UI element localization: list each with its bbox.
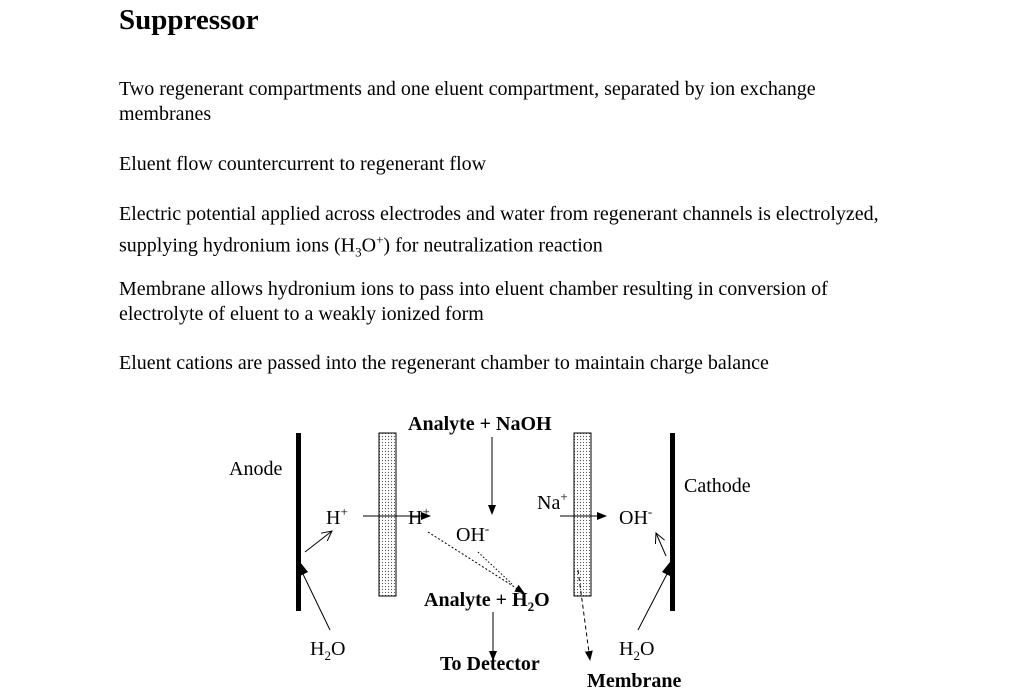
h-ion-eluent-text: H — [408, 507, 423, 529]
paragraph-membrane: Membrane allows hydronium ions to pass into eluent chamber resulting in conversion of electrolyte of eluent to a weakly ionized form — [119, 278, 828, 325]
to-detector-label: To Detector — [440, 653, 540, 675]
water-cathode-subscript: 2 — [633, 648, 640, 663]
h-ion-eluent-charge: + — [422, 504, 430, 519]
h-ion-anode-charge: + — [340, 504, 348, 519]
p3-subscript: 3 — [355, 244, 362, 260]
oh-ion-cathode-text: OH — [619, 507, 648, 529]
h-ion-anode-text: H — [326, 507, 341, 529]
anode-label: Anode — [229, 458, 283, 480]
h-ion-eluent-label — [408, 504, 430, 529]
cathode-arrowhead — [662, 562, 670, 576]
oh-ion-cathode-label — [619, 504, 652, 529]
anode-h-arrow — [305, 531, 332, 552]
cathode-electrode — [670, 433, 675, 611]
cathode-water-line — [638, 572, 668, 630]
hydroxide-dotted-line — [478, 552, 512, 584]
paragraph-flow: Eluent flow countercurrent to regenerant flow — [119, 153, 487, 175]
cathode-oh-arrow — [656, 533, 666, 556]
water-anode-text-end: O — [330, 638, 346, 660]
water-anode-text: H — [310, 638, 325, 660]
product-subscript: 2 — [527, 599, 535, 614]
anode-arrowhead — [300, 562, 308, 576]
na-ion-label — [537, 489, 568, 514]
h-ion-anode-label — [326, 504, 348, 529]
na-ion-text: Na — [537, 492, 561, 514]
p3-text-after: ) for neutralization reaction — [383, 234, 603, 257]
na-ion-charge: + — [560, 489, 568, 504]
p3-text-before: Electric potential applied across electrodes and water from regenerant channels is electrolyzed, supplying hydronium ions (H — [119, 203, 879, 257]
paragraph-charge-balance: Eluent cations are passed into the regenerant chamber to maintain charge balance — [119, 352, 769, 374]
inlet-label: Analyte + NaOH — [408, 413, 552, 435]
water-cathode-text-end: O — [639, 638, 655, 660]
water-anode-label — [310, 638, 345, 663]
oh-ion-eluent-label — [456, 521, 489, 546]
product-label — [424, 589, 550, 614]
page-title: Suppressor — [119, 4, 259, 36]
anode-water-line — [302, 572, 330, 630]
anode-electrode — [296, 433, 301, 611]
paragraph-compartments: Two regenerant compartments and one eluent compartment, separated by ion exchange membranes — [119, 78, 816, 125]
product-text-end: O — [534, 589, 550, 611]
membrane-right — [574, 433, 591, 596]
water-cathode-label — [619, 638, 654, 663]
membrane-label: Membrane — [587, 670, 682, 692]
oh-ion-cathode-charge: - — [647, 504, 653, 519]
p3-text-mid: O — [361, 234, 377, 257]
water-anode-subscript: 2 — [324, 648, 331, 663]
membrane-left — [379, 433, 396, 596]
cathode-label: Cathode — [684, 475, 751, 497]
oh-ion-eluent-text: OH — [456, 524, 485, 546]
product-text: Analyte + H — [424, 589, 528, 611]
p3-superscript: + — [376, 232, 384, 247]
water-cathode-text: H — [619, 638, 634, 660]
oh-ion-eluent-charge: - — [484, 521, 490, 536]
